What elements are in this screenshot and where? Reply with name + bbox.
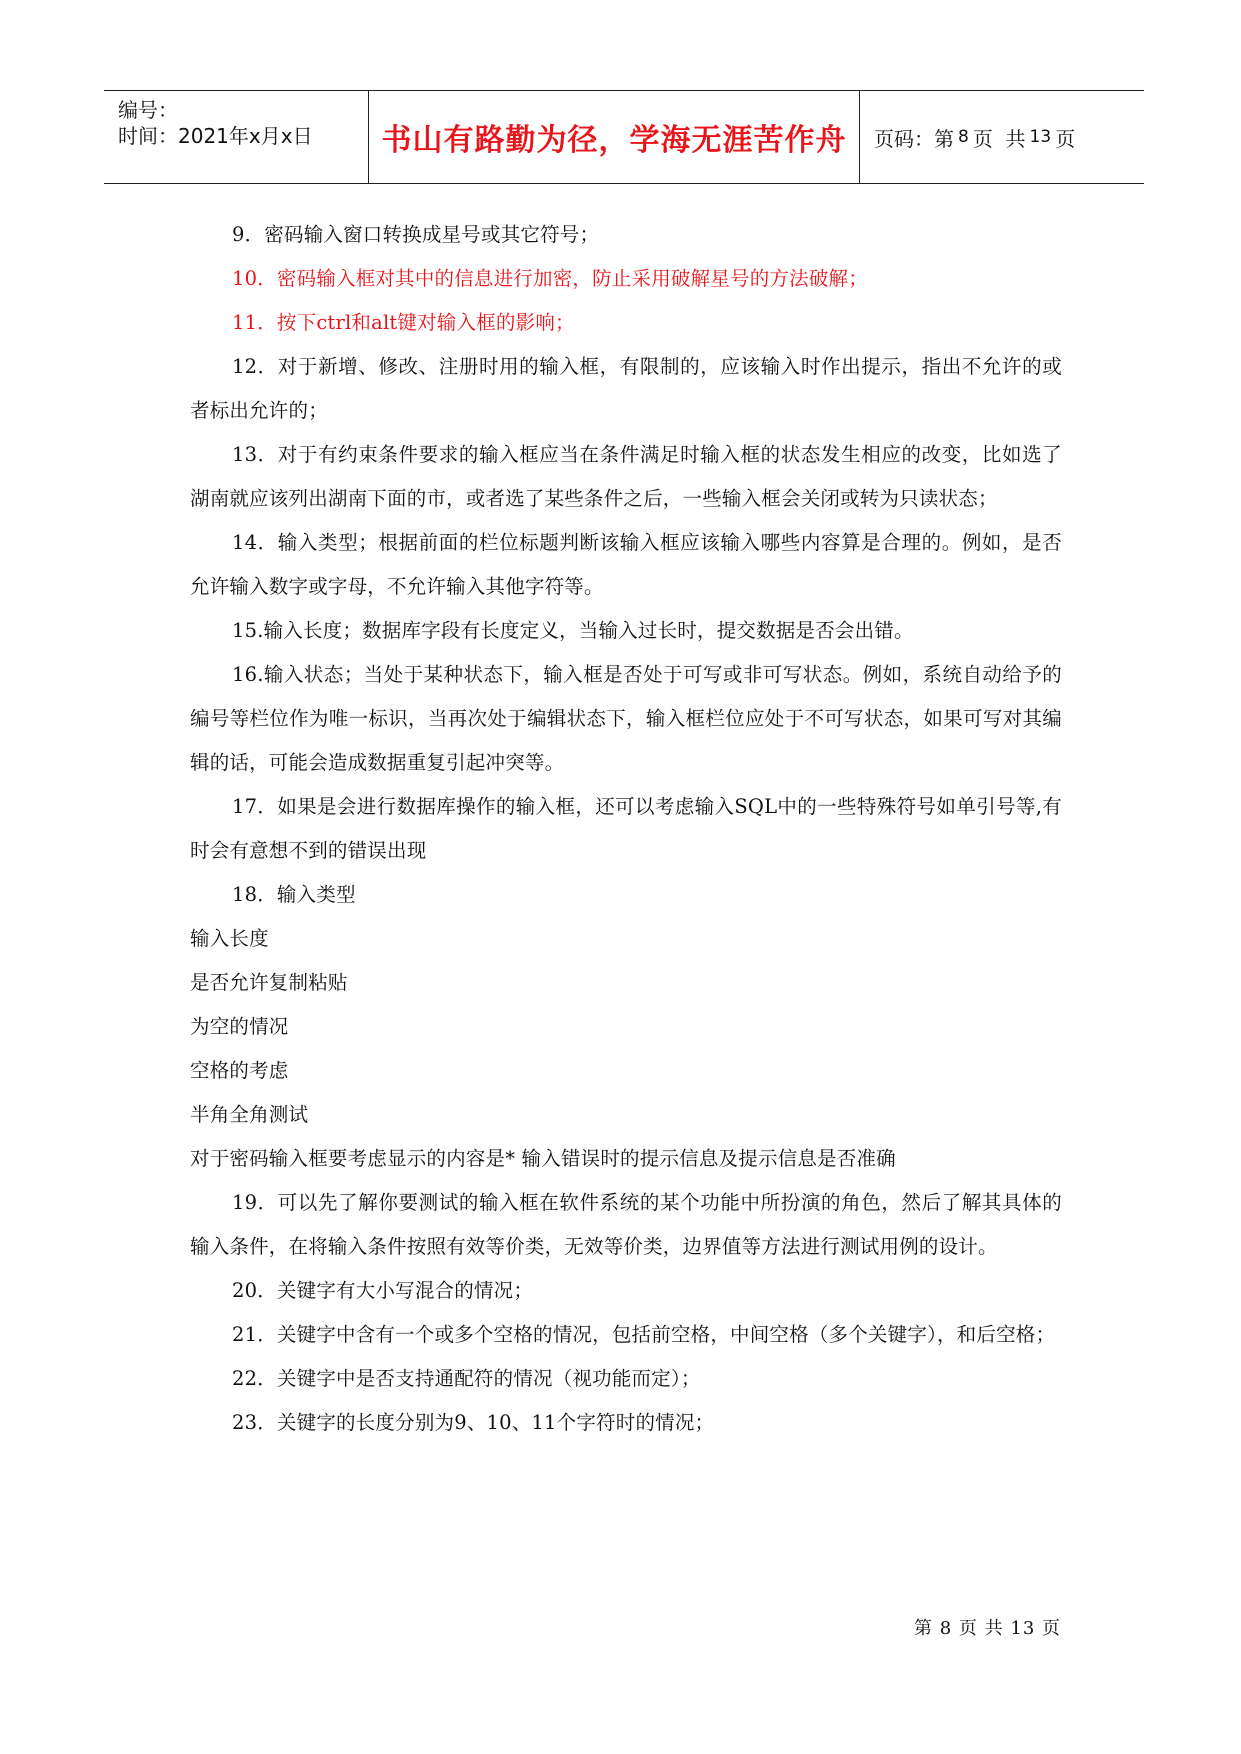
header-motto-cell [369,91,860,183]
paragraph: 18．输入类型 [232,883,356,906]
paragraph: 13．对于有约束条件要求的输入框应当在条件满足时输入框的状态发生相应的改变，比如选了湖南就应该列出湖南下面的市，或者选了某些条件之后，一些输入框会关闭或转为只读状态； [190,443,1062,510]
serial-label: 编号： [118,98,178,122]
paragraph: 是否允许复制粘贴 [190,971,348,994]
paragraph: 19．可以先了解你要测试的输入框在软件系统的某个功能中所扮演的角色，然后了解其具体的输入条件，在将输入条件按照有效等价类，无效等价类，边界值等方法进行测试用例的设计。 [190,1191,1062,1258]
time-label: 时间：2021年x月x日 [118,124,313,148]
paragraph: 12．对于新增、修改、注册时用的输入框，有限制的，应该输入时作出提示，指出不允许的或者标出允许的； [190,355,1062,422]
paragraph: 为空的情况 [190,1015,289,1038]
paragraph: 15.输入长度；数据库字段有长度定义，当输入过长时，提交数据是否会出错。 [232,619,914,642]
page-current: 8 [958,127,969,147]
paragraph: 11．按下ctrl和alt键对输入框的影响； [232,311,575,334]
paragraph: 9．密码输入窗口转换成星号或其它符号； [232,223,600,246]
paragraph: 17．如果是会进行数据库操作的输入框，还可以考虑输入SQL中的一些特殊符号如单引号等,有时会有意想不到的错误出现 [190,795,1062,862]
paragraph: 10．密码输入框对其中的信息进行加密，防止采用破解星号的方法破解； [232,267,868,290]
paragraph: 对于密码输入框要考虑显示的内容是* 输入错误时的提示信息及提示信息是否准确 [190,1147,896,1170]
page-prefix: 页码：第 [874,126,954,151]
paragraph: 16.输入状态；当处于某种状态下，输入框是否处于可写或非可写状态。例如，系统自动给予的编号等栏位作为唯一标识，当再次处于编辑状态下，输入框栏位应处于不可写状态，如果可写对其编辑的话，可能会造成数据重复引起冲突等。 [190,663,1062,774]
page-suffix: 页 [1055,126,1076,151]
page-mid: 页 共 [972,126,1026,151]
paragraph: 14．输入类型；根据前面的栏位标题判断该输入框应该输入哪些内容算是合理的。例如，是否允许输入数字或字母，不允许输入其他字符等。 [190,531,1062,598]
paragraph: 21．关键字中含有一个或多个空格的情况，包括前空格，中间空格（多个关键字），和后空格； [232,1323,1056,1346]
motto-text: 书山有路勤为径，学海无涯苦作舟 [381,123,847,158]
paragraph: 空格的考虑 [190,1059,289,1082]
page-footer: 第 8 页 共 13 页 [914,1618,1061,1639]
header-table [104,90,1144,184]
header-info-cell [104,91,369,183]
paragraph: 输入长度 [190,927,269,950]
paragraph: 20．关键字有大小写混合的情况； [232,1279,534,1302]
paragraph: 半角全角测试 [190,1103,309,1126]
document-body [190,213,1062,1445]
page-total: 13 [1029,127,1052,147]
paragraph: 22．关键字中是否支持通配符的情况（视功能而定）； [232,1367,701,1390]
header-page-cell [860,91,1144,183]
paragraph: 23．关键字的长度分别为9、10、11个字符时的情况； [232,1411,715,1434]
